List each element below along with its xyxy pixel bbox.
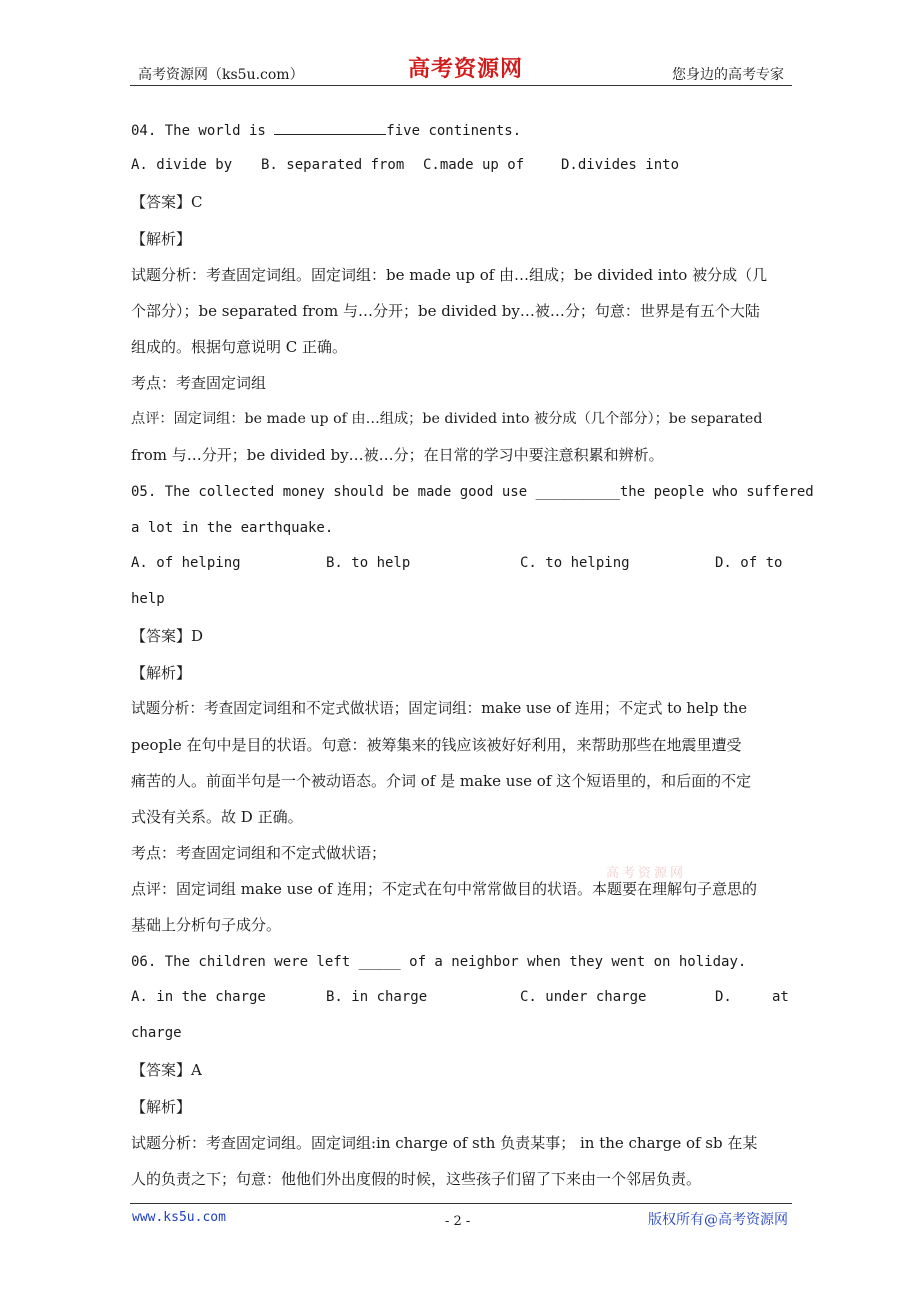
- q04-answer: 【答案】C: [131, 193, 203, 211]
- q06-option-d-text: at: [772, 989, 789, 1005]
- q06-analysis-line-2: 人的负责之下；句意：他他们外出度假的时候，这些孩子们留了下来由一个邻居负责。: [131, 1170, 702, 1188]
- q06-analysis-line-1: 试题分析：考查固定词组。固定词组:in charge of sth 负责某事； in the charge of sb 在某: [131, 1134, 758, 1152]
- q04-comment-line-2: from 与…分开；be divided by…被…分；在日常的学习中要注意积累和辨析。: [131, 446, 664, 464]
- q05-option-b: B. to help: [326, 555, 411, 571]
- q06-option-d: D.: [715, 989, 732, 1005]
- header-slogan: 您身边的高考专家: [672, 67, 784, 83]
- q05-analysis-line-4: 式没有关系。故 D 正确。: [131, 808, 303, 826]
- q05-comment-line-2: 基础上分析句子成分。: [131, 916, 282, 934]
- q04-option-a: A. divide by: [131, 157, 233, 173]
- q05-option-c: C. to helping: [520, 555, 630, 571]
- q06-stem: 06. The children were left _____ of a neighbor when they went on holiday.: [131, 954, 747, 970]
- q05-analysis-line-2: people 在句中是目的状语。句意：被筹集来的钱应该被好好利用，来帮助那些在地震里遭受: [131, 736, 742, 754]
- q04-stem-start: 04. The world is: [131, 123, 275, 139]
- header-logo: 高考资源网: [408, 56, 524, 82]
- q05-analysis-label: 【解析】: [131, 664, 192, 682]
- q06-option-c: C. under charge: [520, 989, 647, 1005]
- q06-option-d-wrap: charge: [131, 1025, 182, 1041]
- q05-point: 考点：考查固定词组和不定式做状语；: [131, 844, 387, 862]
- q04-option-c: C.made up of: [423, 157, 525, 173]
- q05-stem-line-2: a lot in the earthquake.: [131, 520, 334, 536]
- q04-comment-line-1: 点评：固定词组：be made up of 由…组成；be divided into 被分成（几个部分）；be separated: [131, 411, 763, 427]
- q05-comment-line-1: 点评：固定词组 make use of 连用；不定式在句中常常做目的状语。本题要在理解句子意思的: [131, 880, 758, 898]
- q04-stem: [131, 120, 521, 141]
- q04-option-d: D.divides into: [561, 157, 680, 173]
- q04-point: 考点：考查固定词组: [131, 374, 267, 392]
- header-site-name: 高考资源网（ks5u.com）: [138, 67, 304, 83]
- q04-analysis-line-3: 组成的。根据句意说明 C 正确。: [131, 338, 348, 356]
- q06-answer: 【答案】A: [131, 1061, 202, 1079]
- q05-analysis-line-3: 痛苦的人。前面半句是一个被动语态。介词 of 是 make use of 这个短语里的，和后面的不定: [131, 772, 752, 790]
- header-divider: [130, 85, 792, 86]
- q06-analysis-label: 【解析】: [131, 1098, 192, 1116]
- q05-option-d: D. of to: [715, 555, 783, 571]
- footer-website-link[interactable]: www.ks5u.com: [132, 1210, 226, 1225]
- watermark-stamp: 高考资源网: [606, 866, 687, 881]
- q05-option-a: A. of helping: [131, 555, 241, 571]
- q05-option-d-wrap: help: [131, 591, 165, 607]
- q06-option-b: B. in charge: [326, 989, 428, 1005]
- q04-analysis-line-1: 试题分析：考查固定词组。固定词组：be made up of 由…组成；be divided into 被分成（几: [131, 266, 768, 284]
- q04-blank: [274, 120, 386, 135]
- q04-option-b: B. separated from: [261, 157, 405, 173]
- q06-option-a: A. in the charge: [131, 989, 266, 1005]
- footer-page-number: - 2 -: [445, 1214, 471, 1229]
- q04-analysis-line-2: 个部分）；be separated from 与…分开；be divided by…被…分；句意：世界是有五个大陆: [131, 302, 760, 320]
- footer-divider: [130, 1203, 792, 1204]
- q04-stem-end: five continents.: [386, 123, 522, 139]
- q05-analysis-line-1: 试题分析：考查固定词组和不定式做状语；固定词组：make use of 连用；不定式 to help the: [131, 700, 747, 717]
- q05-stem-line-1: 05. The collected money should be made good use __________the people who suffered: [131, 484, 814, 500]
- q05-answer: 【答案】D: [131, 627, 204, 645]
- q04-analysis-label: 【解析】: [131, 230, 192, 248]
- footer-copyright: 版权所有@高考资源网: [648, 1212, 788, 1228]
